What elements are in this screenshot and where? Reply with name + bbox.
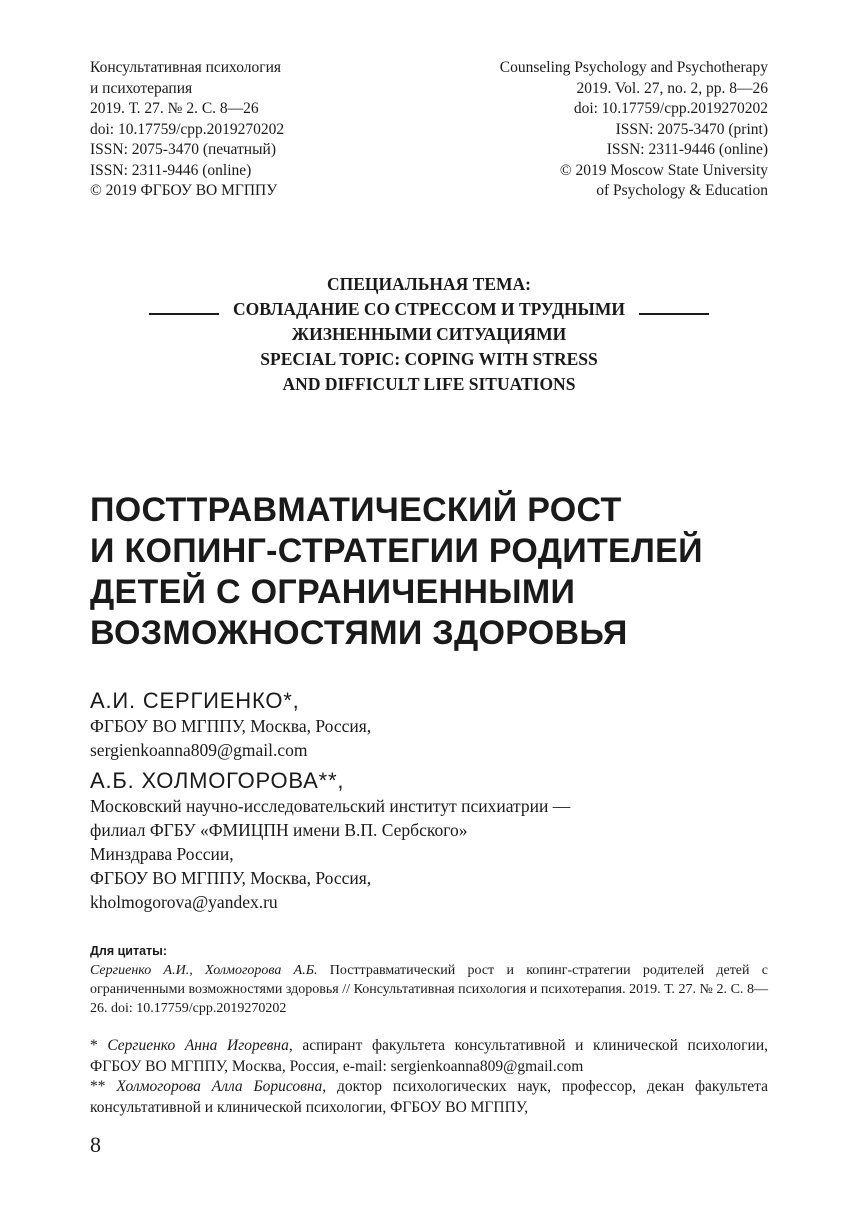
title-line: И КОПИНГ-СТРАТЕГИИ РОДИТЕЛЕЙ <box>90 532 703 570</box>
title-line: ВОЗМОЖНОСТЯМИ ЗДОРОВЬЯ <box>90 614 628 652</box>
author-affiliation: филиал ФГБУ «ФМИЦПН имени В.П. Сербского» <box>90 820 468 840</box>
author-footnotes <box>90 1036 768 1118</box>
author-affiliation: ФГБОУ ВО МГППУ, Москва, Россия, <box>90 716 372 736</box>
header-en-line: Counseling Psychology and Psychotherapy <box>499 59 768 76</box>
journal-header-en <box>408 58 768 202</box>
author-affiliation: ФГБОУ ВО МГППУ, Москва, Россия, <box>90 868 372 888</box>
author-name: А.И. СЕРГИЕНКО*, <box>90 688 300 713</box>
title-line: ПОСТТРАВМАТИЧЕСКИЙ РОСТ <box>90 491 622 529</box>
footnote-name: Холмогорова Алла Борисовна <box>116 1078 323 1095</box>
author-block <box>90 768 790 914</box>
footnote <box>90 1036 768 1077</box>
footnote-mark: ** <box>90 1078 117 1095</box>
page-number: 8 <box>90 1132 101 1157</box>
divider-right <box>639 313 709 315</box>
citation-authors: Сергиенко А.И., Холмогорова А.Б. <box>90 963 318 978</box>
topic-line: SPECIAL TOPIC: COPING WITH STRESS <box>260 349 598 369</box>
author-affiliation: Минздрава России, <box>90 844 234 864</box>
author-email[interactable]: kholmogorova@yandex.ru <box>90 892 278 912</box>
citation-reference: Посттравматический рост и копинг-стратегии родителей детей с ограниченными возможностями здоровья // Консультативная психология и психотерапия. 2019. Т. 27. № 2. С. 8—26. doi: 10.17759/cpp.2019270202 <box>90 963 768 1016</box>
topic-line: ЖИЗНЕННЫМИ СИТУАЦИЯМИ <box>291 324 567 344</box>
header-ru-line: doi: 10.17759/cpp.2019270202 <box>90 120 285 138</box>
header-ru-line: © 2019 ФГБОУ ВО МГППУ <box>90 182 278 199</box>
footnote-name: Сергиенко Анна Игоревна <box>107 1037 289 1054</box>
footnote-mark: * <box>90 1037 108 1054</box>
header-en-line: of Psychology & Education <box>596 182 768 199</box>
topic-line: СПЕЦИАЛЬНАЯ ТЕМА: <box>327 274 531 294</box>
footnote-text: , аспирант факультета консультативной и клинической психологии, ФГБОУ ВО МГППУ, Москва, Россия, e-mail: sergienkoanna809@gmail.com <box>90 1037 768 1075</box>
special-topic-heading <box>90 272 768 397</box>
topic-line: СОВЛАДАНИЕ СО СТРЕССОМ И ТРУДНЫМИ <box>233 299 625 319</box>
topic-rule-row <box>90 297 768 322</box>
header-en-line: 2019. Vol. 27, no. 2, pp. 8—26 <box>576 79 768 97</box>
header-en-line: doi: 10.17759/cpp.2019270202 <box>573 100 768 117</box>
topic-line: AND DIFFICULT LIFE SITUATIONS <box>282 374 576 394</box>
author-name: А.Б. ХОЛМОГОРОВА**, <box>90 768 345 793</box>
author-list <box>90 688 790 920</box>
footnote <box>90 1077 768 1118</box>
author-email[interactable]: sergienkoanna809@gmail.com <box>90 740 308 760</box>
header-en-line: © 2019 Moscow State University <box>559 161 768 179</box>
header-ru-line: Консультативная психология <box>90 59 282 76</box>
header-ru-line: и психотерапия <box>90 79 193 97</box>
citation-block <box>90 942 768 1018</box>
header-ru-line: 2019. Т. 27. № 2. С. 8—26 <box>90 100 259 117</box>
header-en-line: ISSN: 2311-9446 (online) <box>606 141 768 158</box>
title-line: ДЕТЕЙ С ОГРАНИЧЕННЫМИ <box>90 573 576 611</box>
header-ru-line: ISSN: 2075-3470 (печатный) <box>90 141 276 158</box>
header-ru-line: ISSN: 2311-9446 (online) <box>90 161 252 179</box>
footnote-text: , доктор психологических наук, профессор, декан факультета консультативной и клинической психологии, ФГБОУ ВО МГППУ, <box>90 1078 768 1116</box>
header-en-line: ISSN: 2075-3470 (print) <box>615 120 768 138</box>
author-block <box>90 688 790 762</box>
divider-left <box>149 313 219 315</box>
journal-header-ru <box>90 58 390 202</box>
citation-text <box>90 961 768 1018</box>
author-affiliation: Московский научно-исследовательский институт психиатрии — <box>90 796 571 816</box>
citation-label: Для цитаты: <box>90 944 168 958</box>
article-title <box>90 490 790 654</box>
